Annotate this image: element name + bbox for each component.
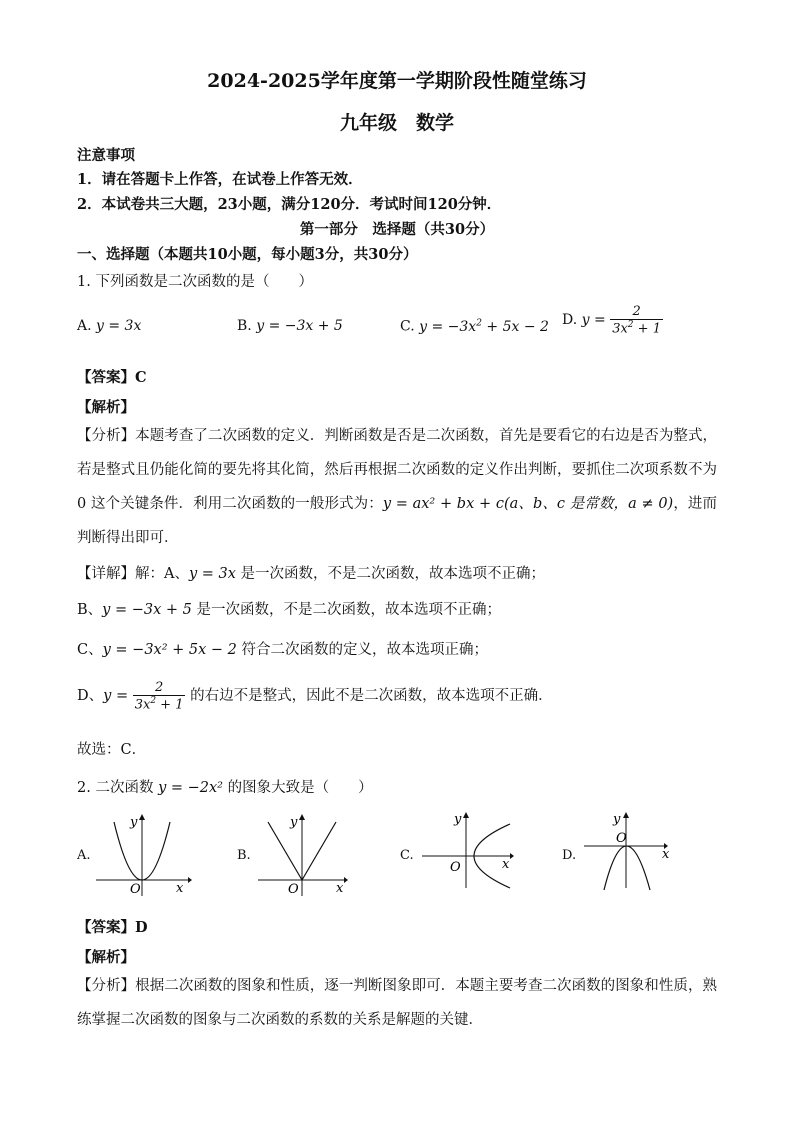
detail-prefix: D、 — [77, 688, 104, 705]
q2-analysis-heading: 【解析】 — [77, 949, 135, 966]
origin-label: O — [450, 860, 461, 875]
option-expr — [419, 319, 549, 335]
exam-title: 2024-2025学年度第一学期阶段性随堂练习 — [207, 70, 587, 92]
q2-option-b-label: B. — [237, 848, 251, 863]
origin-label: O — [616, 831, 627, 846]
parabola-curve — [604, 846, 650, 890]
denominator — [610, 320, 663, 336]
x-label: x — [336, 881, 344, 896]
y-axis-arrow — [299, 814, 305, 820]
q1-detail-c — [77, 638, 488, 659]
q1-choose: 故选：C． — [77, 742, 147, 758]
stem-text: 的图象大致是（ ） — [223, 780, 373, 796]
q2-option-a-graph — [92, 812, 192, 897]
exam-subtitle: 九年级 数学 — [339, 112, 454, 134]
option-label: C. — [400, 318, 415, 335]
x-label: x — [662, 847, 670, 862]
notice-item-2: 2．本试卷共三大题，23小题，满分120分．考试时间120分钟． — [77, 196, 502, 213]
y-axis-arrow — [463, 812, 469, 818]
q2-option-a-label: A. — [77, 848, 91, 863]
exponent: 2 — [476, 318, 482, 328]
q1-detail-b — [77, 598, 501, 619]
q1-stem: 1. 下列函数是二次函数的是（ ） — [77, 274, 313, 290]
detail-prefix: 【详解】解：A、 — [77, 566, 189, 582]
detail-expr: y = 3x — [188, 566, 236, 582]
expr-part: + 5x − 2 — [481, 318, 549, 335]
x-axis-arrow — [510, 853, 514, 859]
q2-stem — [77, 776, 373, 797]
expr-part: + 1 — [156, 697, 184, 713]
y-axis-arrow — [623, 812, 629, 818]
notice-heading: 注意事项 — [77, 147, 135, 164]
y-label: y — [290, 815, 298, 830]
part1-heading: 第一部分 选择题（共30分） — [299, 221, 495, 238]
analysis-text: ，进而判断得出即可． — [77, 496, 718, 546]
q1-option-a — [77, 318, 141, 334]
q2-analysis-paragraph: 【分析】根据二次函数的图象和性质，逐一判断图象即可．本题主要考查二次函数的图象和性质，熟练掌握二次函数的图象与二次函数的系数的关系是解题的关键． — [77, 978, 717, 1028]
q1-option-d — [562, 304, 663, 336]
q2-option-c-label: C. — [400, 848, 414, 863]
section-heading: 一、选择题（本题共10小题，每小题3分，共30分） — [77, 246, 418, 263]
q1-analysis-heading: 【解析】 — [77, 399, 135, 416]
y-label: y — [130, 815, 138, 830]
expr-part: 3x — [134, 697, 151, 713]
exponent: 2 — [627, 320, 634, 330]
q2-option-d-graph — [580, 808, 680, 893]
stem-expr: y = −2x² — [158, 780, 223, 796]
q2-option-c-graph — [418, 808, 518, 893]
y-label: y — [613, 812, 621, 827]
notice-item-1: 1．请在答题卡上作答，在试卷上作答无效． — [77, 171, 363, 188]
q1-detail-d — [77, 680, 553, 712]
analysis-text: 【分析】本题考查了二次函数的定义．判断函数是否是二次函数，首先是要看它的右边是否为整式，若是整式且仍能化简的要先将其化简，然后再根据二次函数的定义作出判断，要抓住二次项系数不为 0 这个关键条件．利用二次函数的一般形式为： — [77, 428, 717, 512]
q2-option-b-graph — [254, 812, 354, 897]
expr-part: y = −3x — [419, 318, 477, 335]
detail-expr: y = −3x + 5 — [102, 602, 192, 618]
option-label: D. — [562, 312, 578, 329]
option-expr: y = 3x — [96, 318, 142, 334]
detail-text: 符合二次函数的定义，故本选项正确； — [236, 642, 489, 658]
q1-option-c — [400, 318, 549, 335]
expr-part: + 1 — [633, 321, 661, 337]
fraction — [610, 304, 663, 336]
x-label: x — [176, 881, 184, 896]
general-form-formula: y = ax² + bx + c(a、b、c 是常数，a ≠ 0) — [382, 496, 674, 512]
q1-detail-a — [77, 562, 545, 583]
q1-option-b — [237, 318, 343, 334]
detail-prefix: C、 — [77, 642, 103, 658]
x-axis-arrow — [344, 877, 348, 883]
fraction — [133, 680, 186, 712]
q1-analysis-paragraph — [77, 419, 717, 555]
q2-option-d-label: D. — [562, 848, 577, 863]
y-axis-arrow — [139, 814, 145, 820]
option-label: B. — [237, 318, 252, 334]
detail-text: 是一次函数，不是二次函数，故本选项不正确； — [235, 566, 546, 582]
detail-prefix: B、 — [77, 602, 103, 618]
detail-text: 的右边不是整式，因此不是二次函数，故本选项不正确． — [185, 688, 553, 705]
y-label: y — [454, 812, 462, 827]
detail-expr: y = −3x² + 5x − 2 — [102, 642, 237, 658]
x-axis-arrow — [188, 877, 192, 883]
origin-label: O — [288, 882, 299, 897]
expr-part: 3x — [612, 321, 628, 337]
option-expr: y = — [581, 312, 606, 329]
detail-expr: y = — [103, 688, 129, 705]
numerator: 2 — [610, 304, 663, 320]
option-expr: y = −3x + 5 — [256, 318, 343, 334]
option-label: A. — [77, 318, 92, 334]
numerator: 2 — [133, 680, 186, 696]
stem-text: 2. 二次函数 — [77, 780, 159, 796]
q1-answer: 【答案】C — [77, 369, 147, 386]
x-label: x — [502, 857, 510, 872]
detail-text: 是一次函数，不是二次函数，故本选项不正确； — [191, 602, 501, 618]
q2-answer: 【答案】D — [77, 919, 148, 936]
exponent: 2 — [150, 696, 157, 706]
denominator — [133, 696, 186, 712]
origin-label: O — [130, 882, 141, 897]
